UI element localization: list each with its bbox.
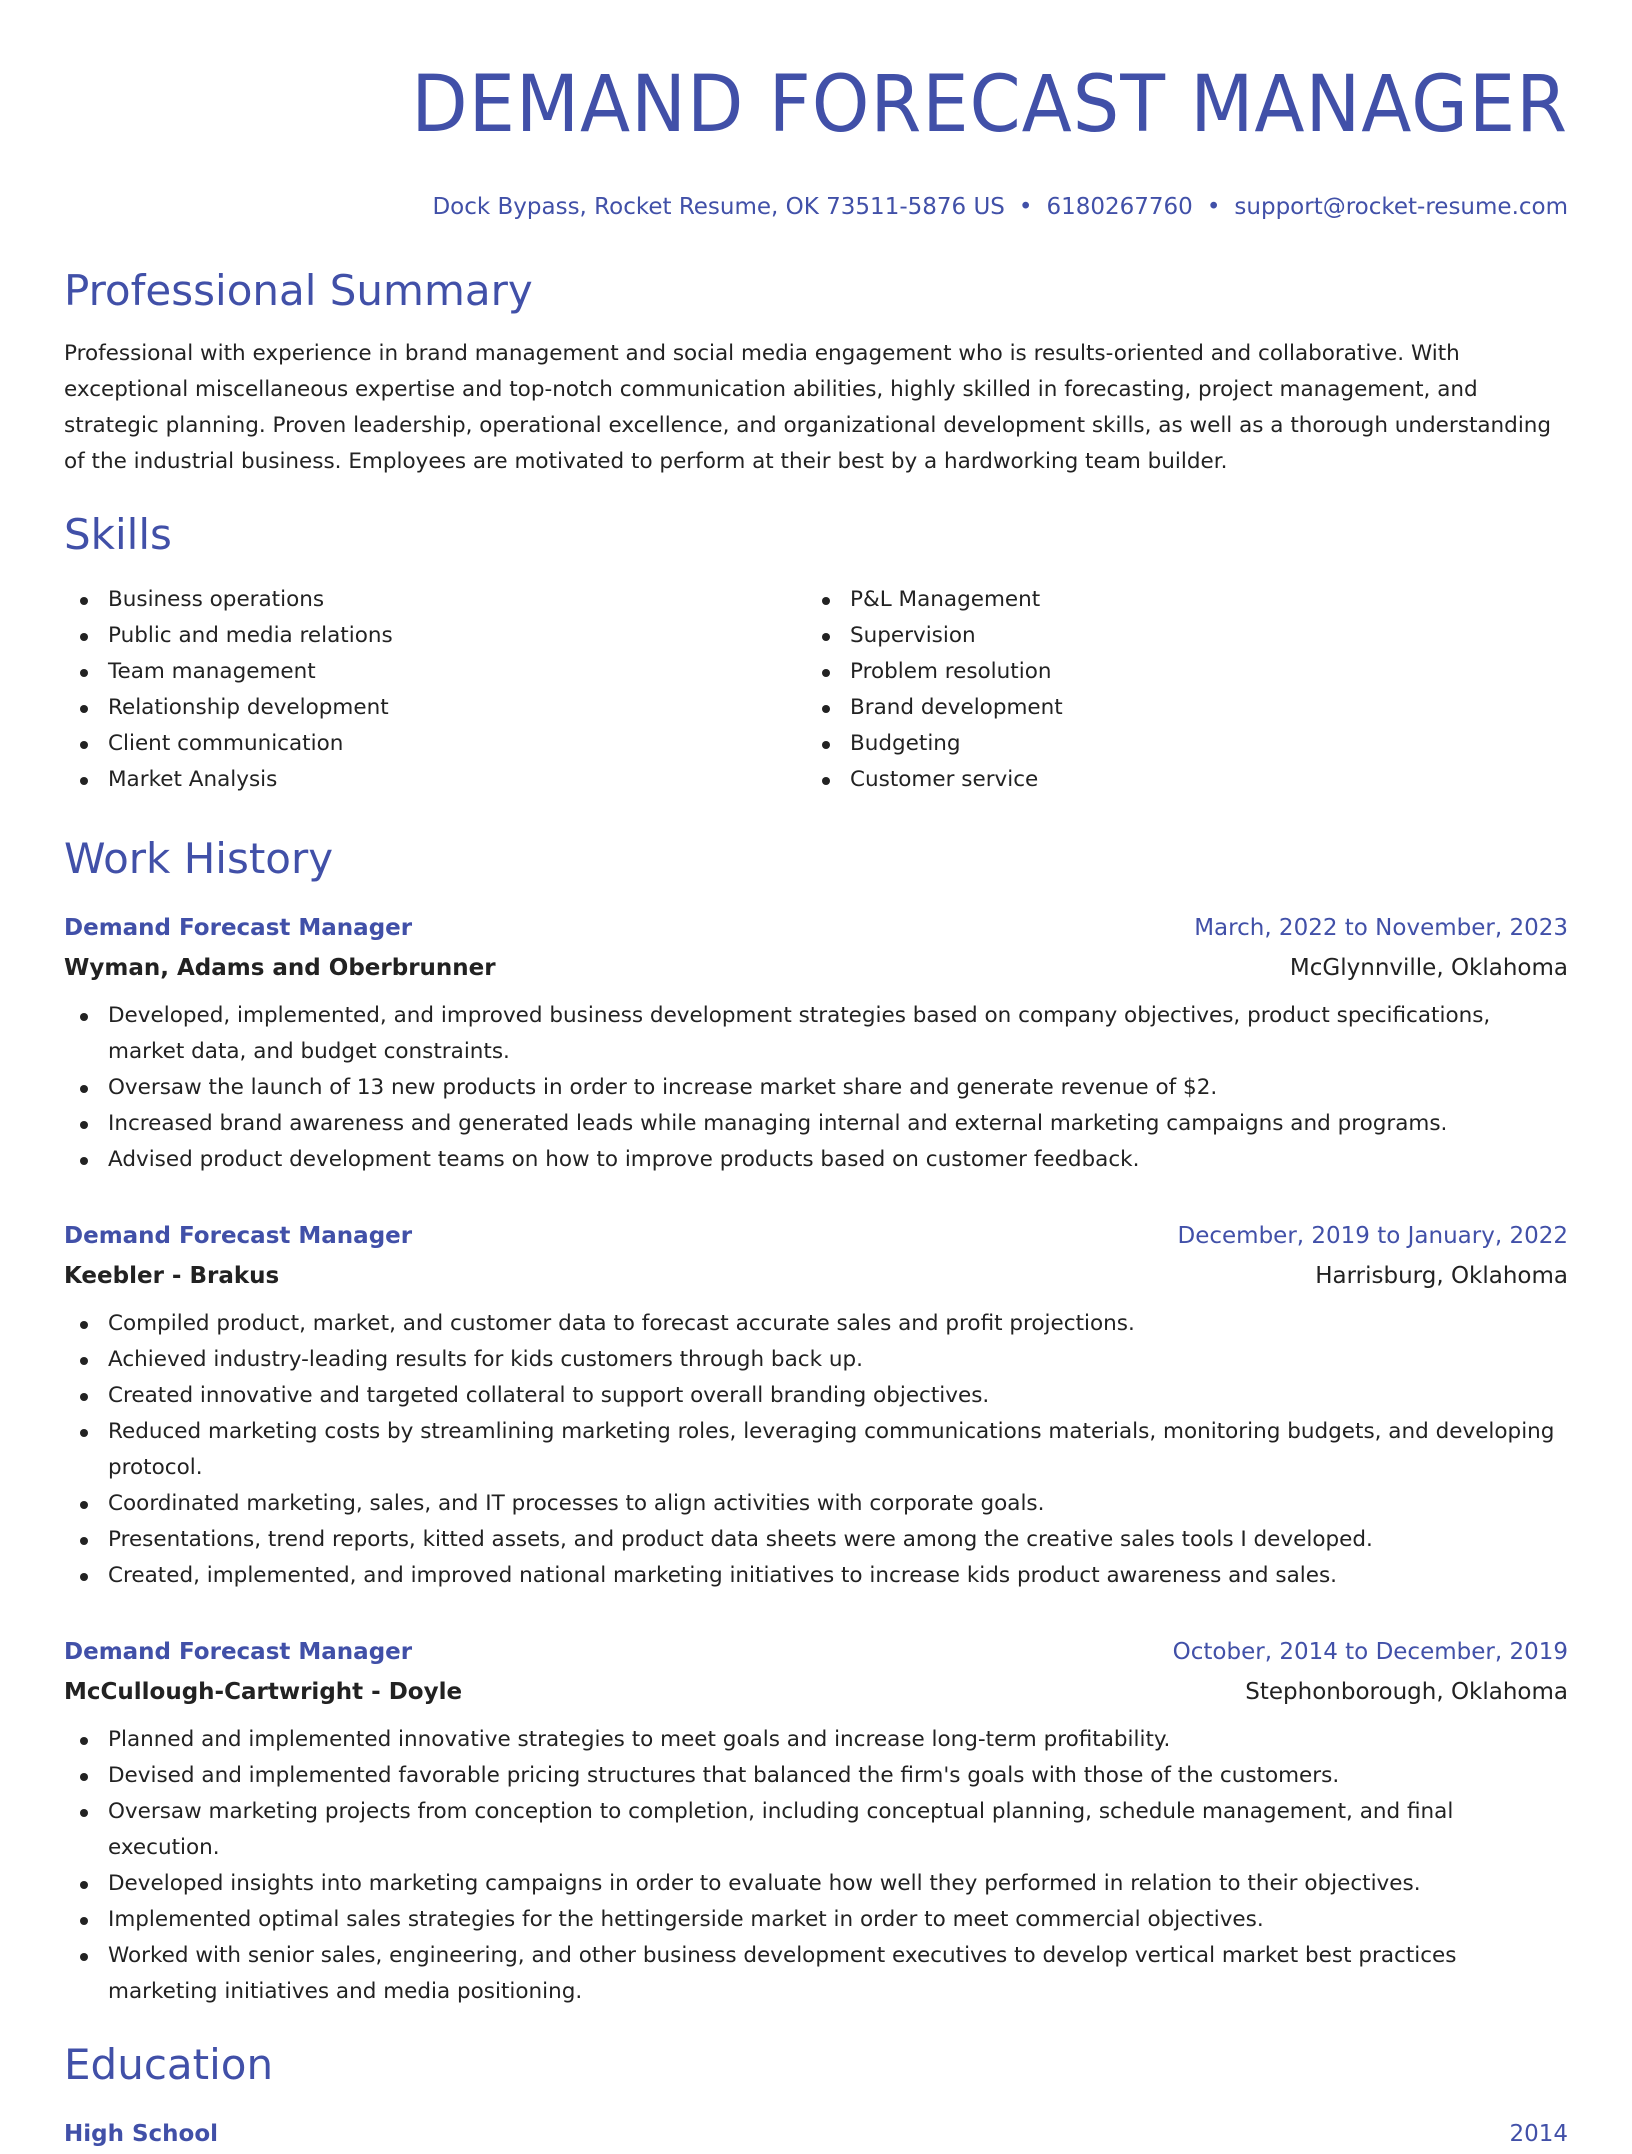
contact-separator: • <box>1206 194 1221 220</box>
job-employer: Wyman, Adams and Oberbrunner <box>64 955 496 981</box>
education-year: 2014 <box>1509 2121 1568 2147</box>
job-bullet: Developed insights into marketing campaigns in order to evaluate how well they performed in relation to their objectives. <box>64 1866 1568 1902</box>
job-entry <box>64 1632 1568 2010</box>
job-location: Harrisburg, Oklahoma <box>1315 1263 1568 1289</box>
education-entry <box>64 2114 1568 2154</box>
job-bullets <box>64 1306 1568 1594</box>
job-dates: December, 2019 to January, 2022 <box>1177 1223 1568 1249</box>
skill-item: Supervision <box>806 618 1548 654</box>
job-bullet: Created innovative and targeted collateral to support overall branding objectives. <box>64 1378 1568 1414</box>
job-bullet: Created, implemented, and improved national marketing initiatives to increase kids product awareness and sales. <box>64 1558 1568 1594</box>
skills-grid <box>64 582 1568 798</box>
skill-item: Client communication <box>64 726 806 762</box>
skill-item: Team management <box>64 654 806 690</box>
section-heading-education: Education <box>64 2040 274 2089</box>
skill-item: P&L Management <box>806 582 1548 618</box>
job-bullet: Oversaw the launch of 13 new products in order to increase market share and generate revenue of $2. <box>64 1070 1568 1106</box>
job-entry <box>64 908 1568 1178</box>
job-location: Stephonborough, Oklahoma <box>1245 1679 1568 1705</box>
resume-name: DEMAND FORECAST MANAGER <box>411 60 1569 150</box>
resume-page <box>64 0 1569 2147</box>
job-bullet: Worked with senior sales, engineering, and other business development executives to develop vertical market best practices marketing initiatives and media positioning. <box>64 1938 1568 2010</box>
job-title: Demand Forecast Manager <box>64 1639 413 1665</box>
section-heading-summary: Professional Summary <box>64 266 533 315</box>
job-header <box>64 1632 1568 1672</box>
section-heading-work-history: Work History <box>64 834 334 883</box>
job-bullet: Implemented optimal sales strategies for the hettingerside market in order to meet commercial objectives. <box>64 1902 1568 1938</box>
contact-separator: • <box>1018 194 1033 220</box>
job-dates: October, 2014 to December, 2019 <box>1172 1639 1568 1665</box>
job-bullet: Achieved industry-leading results for kids customers through back up. <box>64 1342 1568 1378</box>
skill-item: Budgeting <box>806 726 1548 762</box>
job-bullet: Developed, implemented, and improved business development strategies based on company objectives, product specifications, market data, and budget constraints. <box>64 998 1568 1070</box>
job-header <box>64 1216 1568 1256</box>
job-location: McGlynnville, Oklahoma <box>1289 955 1568 981</box>
job-bullets <box>64 998 1568 1178</box>
job-bullet: Increased brand awareness and generated leads while managing internal and external marketing campaigns and programs. <box>64 1106 1568 1142</box>
job-title: Demand Forecast Manager <box>64 915 413 941</box>
job-bullet: Coordinated marketing, sales, and IT processes to align activities with corporate goals. <box>64 1486 1568 1522</box>
job-bullet: Oversaw marketing projects from conception to completion, including conceptual planning, schedule management, and final execution. <box>64 1794 1568 1866</box>
skills-column-left <box>64 582 806 798</box>
summary-text: Professional with experience in brand management and social media engagement who is results-oriented and collaborative. With exceptional miscellaneous expertise and top-notch communication abilities, highly skilled in forecasting, project management, and strategic planning. Proven leadership, operational excellence, and organizational development skills, as well as a thorough understanding of the industrial business. Employees are motivated to perform at their best by a hardworking team builder. <box>64 341 1552 474</box>
job-bullet: Presentations, trend reports, kitted assets, and product data sheets were among the creative sales tools I developed. <box>64 1522 1568 1558</box>
job-bullet: Compiled product, market, and customer data to forecast accurate sales and profit projections. <box>64 1306 1568 1342</box>
job-bullet: Advised product development teams on how to improve products based on customer feedback. <box>64 1142 1568 1178</box>
skill-item: Business operations <box>64 582 806 618</box>
job-subheader <box>64 1256 1568 1296</box>
job-entry <box>64 1216 1568 1594</box>
contact-phone: 6180267760 <box>1046 194 1193 220</box>
contact-line <box>64 190 1568 224</box>
job-bullets <box>64 1722 1568 2010</box>
skill-item: Problem resolution <box>806 654 1548 690</box>
skill-item: Market Analysis <box>64 762 806 798</box>
job-title: Demand Forecast Manager <box>64 1223 413 1249</box>
skill-item: Customer service <box>806 762 1548 798</box>
section-heading-skills: Skills <box>64 510 172 559</box>
job-subheader <box>64 1672 1568 1712</box>
job-bullet: Devised and implemented favorable pricing structures that balanced the firm's goals with those of the customers. <box>64 1758 1568 1794</box>
job-subheader <box>64 948 1568 988</box>
skill-item: Relationship development <box>64 690 806 726</box>
job-bullet: Reduced marketing costs by streamlining marketing roles, leveraging communications materials, monitoring budgets, and developing protocol. <box>64 1414 1568 1486</box>
job-header <box>64 908 1568 948</box>
job-employer: Keebler - Brakus <box>64 1263 280 1289</box>
job-dates: March, 2022 to November, 2023 <box>1194 915 1568 941</box>
contact-email: support@rocket-resume.com <box>1234 194 1568 220</box>
contact-address: Dock Bypass, Rocket Resume, OK 73511-5876 US <box>432 194 1005 220</box>
skills-column-right <box>806 582 1548 798</box>
skill-item: Public and media relations <box>64 618 806 654</box>
job-employer: McCullough-Cartwright - Doyle <box>64 1679 463 1705</box>
job-bullet: Planned and implemented innovative strategies to meet goals and increase long-term profitability. <box>64 1722 1568 1758</box>
education-school: High School <box>64 2121 219 2147</box>
skill-item: Brand development <box>806 690 1548 726</box>
